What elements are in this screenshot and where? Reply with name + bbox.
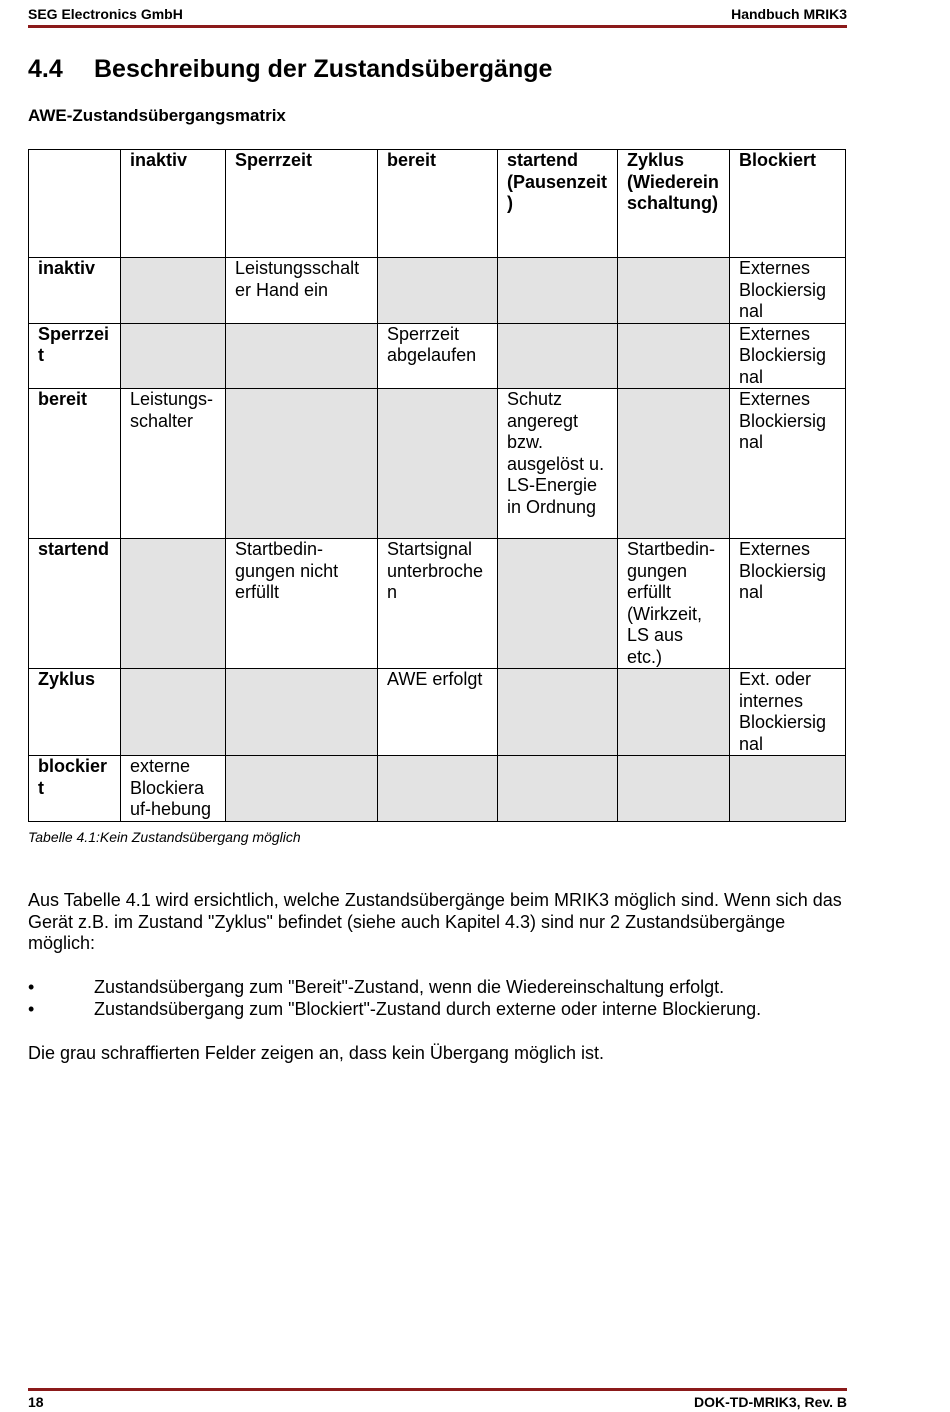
row-header: Zyklus	[29, 669, 121, 756]
blocked-cell	[226, 669, 378, 756]
matrix-subheading: AWE-Zustandsübergangsmatrix	[28, 106, 286, 125]
footer-rule	[28, 1388, 847, 1391]
matrix-header-row	[29, 150, 846, 258]
blocked-cell	[226, 756, 378, 822]
matrix-corner-cell	[29, 150, 121, 258]
blocked-cell	[378, 756, 498, 822]
table-row	[29, 669, 846, 756]
column-header: bereit	[378, 150, 498, 258]
blocked-cell	[121, 669, 226, 756]
transition-cell: Startsignal unterbrochen	[378, 539, 498, 669]
blocked-cell	[498, 669, 618, 756]
page-number: 18	[28, 1394, 44, 1410]
blocked-cell	[378, 389, 498, 539]
blocked-cell	[618, 756, 730, 822]
list-item	[28, 998, 847, 1020]
header-rule	[28, 25, 847, 28]
table-row	[29, 323, 846, 389]
section-title: Beschreibung der Zustandsübergänge	[94, 55, 553, 83]
table-row	[29, 756, 846, 822]
blocked-cell	[121, 258, 226, 324]
page-footer	[28, 1394, 847, 1410]
note-paragraph: Die grau schraffierten Felder zeigen an, dass kein Übergang möglich ist.	[28, 1043, 604, 1063]
blocked-cell	[730, 756, 846, 822]
transition-cell: Leistungsschalter Hand ein	[226, 258, 378, 324]
company-name: SEG Electronics GmbH	[28, 6, 183, 22]
blocked-cell	[618, 389, 730, 539]
blocked-cell	[498, 539, 618, 669]
transition-cell: Startbedin-gungen erfüllt (Wirkzeit, LS aus etc.)	[618, 539, 730, 669]
transition-cell: externe Blockiera uf-hebung	[121, 756, 226, 822]
list-item-text: Zustandsübergang zum "Bereit"-Zustand, wenn die Wiedereinschaltung erfolgt.	[94, 977, 725, 997]
transition-cell: Leistungs-schalter	[121, 389, 226, 539]
blocked-cell	[618, 323, 730, 389]
row-header: blockiert	[29, 756, 121, 822]
blocked-cell	[226, 323, 378, 389]
transition-cell: Sperrzeit abgelaufen	[378, 323, 498, 389]
bullet-list	[28, 976, 847, 1020]
blocked-cell	[121, 539, 226, 669]
transition-cell: Externes Blockiersignal	[730, 539, 846, 669]
transition-cell: Startbedin-gungen nicht erfüllt	[226, 539, 378, 669]
intro-paragraph: Aus Tabelle 4.1 wird ersichtlich, welche Zustandsübergänge beim MRIK3 möglich sind. Wenn sich das Gerät z.B. im Zustand "Zyklus" befindet (siehe auch Kapitel 4.3) sind nur 2 Zustandsübergänge möglich:	[28, 890, 842, 953]
blocked-cell	[618, 258, 730, 324]
transition-cell: Externes Blockiersignal	[730, 258, 846, 324]
bullet-icon: •	[28, 977, 35, 997]
column-header: Sperrzeit	[226, 150, 378, 258]
blocked-cell	[498, 258, 618, 324]
document-id: DOK-TD-MRIK3, Rev. B	[694, 1394, 847, 1410]
table-row	[29, 389, 846, 539]
transition-cell: AWE erfolgt	[378, 669, 498, 756]
transition-cell: Schutz angeregt bzw. ausgelöst u. LS-Energie in Ordnung	[498, 389, 618, 539]
list-item	[28, 976, 847, 998]
row-header: Sperrzeit	[29, 323, 121, 389]
table-row	[29, 539, 846, 669]
blocked-cell	[618, 669, 730, 756]
page-header	[28, 6, 847, 22]
row-header: bereit	[29, 389, 121, 539]
bullet-icon: •	[28, 999, 35, 1019]
section-number: 4.4	[28, 55, 63, 83]
blocked-cell	[226, 389, 378, 539]
row-header: startend	[29, 539, 121, 669]
table-caption: Tabelle 4.1:Kein Zustandsübergang möglich	[28, 829, 301, 845]
blocked-cell	[498, 323, 618, 389]
transition-cell: Ext. oder internes Blockiersignal	[730, 669, 846, 756]
column-header: Blockiert	[730, 150, 846, 258]
blocked-cell	[121, 323, 226, 389]
section-heading	[28, 55, 552, 84]
list-item-text: Zustandsübergang zum "Blockiert"-Zustand durch externe oder interne Blockierung.	[94, 999, 762, 1019]
manual-title: Handbuch MRIK3	[731, 6, 847, 22]
row-header: inaktiv	[29, 258, 121, 324]
transition-cell: Externes Blockiersignal	[730, 389, 846, 539]
table-row	[29, 258, 846, 324]
column-header: startend (Pausenzeit)	[498, 150, 618, 258]
column-header: inaktiv	[121, 150, 226, 258]
transition-matrix	[28, 149, 846, 822]
column-header: Zyklus (Wiedereinschaltung)	[618, 150, 730, 258]
blocked-cell	[498, 756, 618, 822]
blocked-cell	[378, 258, 498, 324]
transition-cell: Externes Blockiersignal	[730, 323, 846, 389]
